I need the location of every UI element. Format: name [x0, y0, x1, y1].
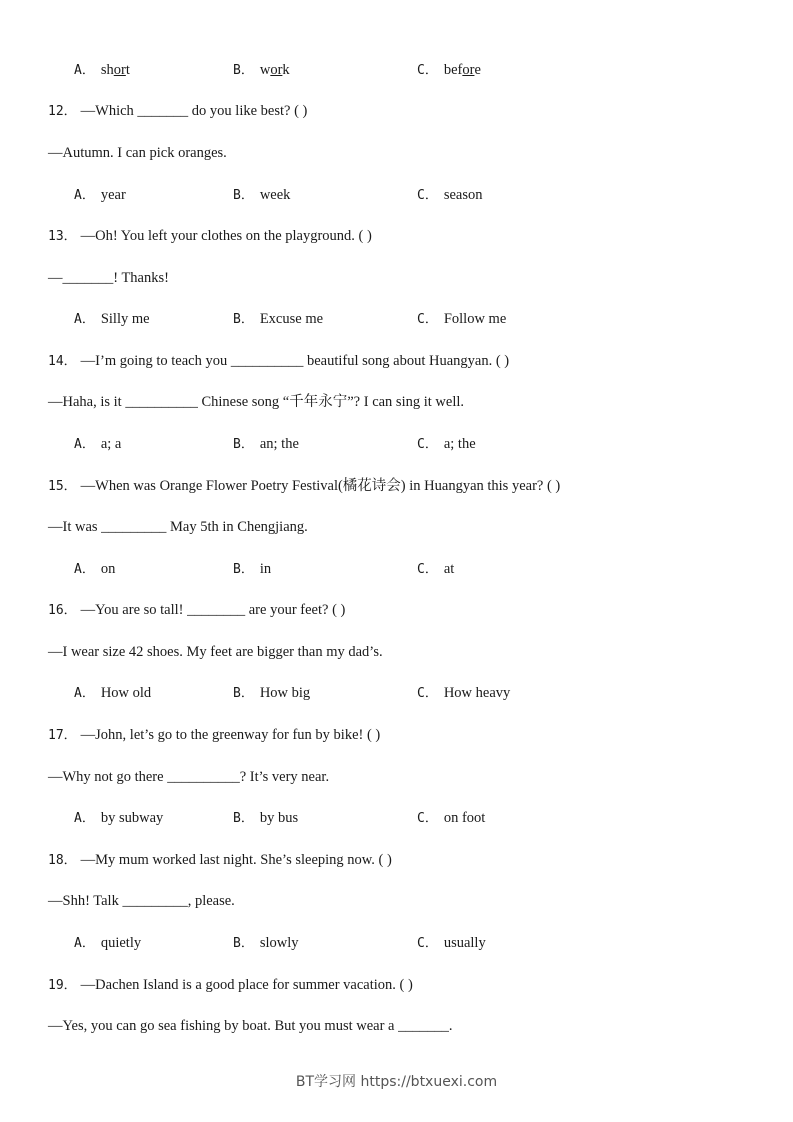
question-13-options [0, 310, 793, 328]
option-a: A． on [74, 561, 116, 577]
question-18: 18． —My mum worked last night. She’s sleeping now. ( ) [48, 852, 392, 868]
option-a: A． quietly [74, 935, 142, 951]
question-18-options [0, 934, 793, 952]
option-b: B． Excuse me [233, 311, 324, 327]
question-12-response: —Autumn. I can pick oranges. [48, 145, 227, 161]
question-13-response: —_______! Thanks! [48, 270, 169, 286]
question-12: 12． —Which _______ do you like best? ( ) [48, 103, 308, 119]
question-17-response: —Why not go there __________? It’s very near. [48, 769, 330, 785]
option-b: B． an; the [233, 436, 299, 452]
option-b: B． slowly [233, 935, 299, 951]
option-c: C． before [417, 62, 481, 78]
option-c: C． at [417, 561, 455, 577]
question-16-options [0, 684, 793, 702]
question-18-response: —Shh! Talk _________, please. [48, 893, 235, 909]
option-b: B． in [233, 561, 272, 577]
option-c: C． Follow me [417, 311, 507, 327]
q11-options [0, 61, 793, 79]
option-b: B． week [233, 187, 291, 203]
question-14-options [0, 435, 793, 453]
option-c: C． usually [417, 935, 486, 951]
question-19-response: —Yes, you can go sea fishing by boat. But you must wear a _______. [48, 1018, 453, 1034]
question-15-response: —It was _________ May 5th in Chengjiang. [48, 519, 308, 535]
option-c: C． on foot [417, 810, 486, 826]
question-15: 15． —When was Orange Flower Poetry Festival(橘花诗会) in Huangyan this year? ( ) [48, 478, 561, 494]
question-14-response: —Haha, is it __________ Chinese song “千年永宁”? I can sing it well. [48, 394, 465, 410]
option-a: A． Silly me [74, 311, 150, 327]
question-16: 16． —You are so tall! ________ are your feet? ( ) [48, 602, 346, 618]
option-a: A． a; a [74, 436, 122, 452]
footer-watermark: BT学习网 https://btxuexi.com [295, 1074, 498, 1090]
question-12-options [0, 186, 793, 204]
option-c: C． season [417, 187, 483, 203]
option-c: C． a; the [417, 436, 476, 452]
question-15-options [0, 560, 793, 578]
option-b: B． How big [233, 685, 311, 701]
option-a: A． short [74, 62, 130, 78]
option-c: C． How heavy [417, 685, 511, 701]
question-16-response: —I wear size 42 shoes. My feet are bigger than my dad’s. [48, 644, 383, 660]
question-17-options [0, 809, 793, 827]
option-b: B． work [233, 62, 290, 78]
question-13: 13． —Oh! You left your clothes on the playground. ( ) [48, 228, 372, 244]
question-14: 14． —I’m going to teach you __________ beautiful song about Huangyan. ( ) [48, 353, 510, 369]
question-19: 19． —Dachen Island is a good place for summer vacation. ( ) [48, 977, 413, 993]
option-a: A． year [74, 187, 126, 203]
option-a: A． by subway [74, 810, 164, 826]
question-17: 17． —John, let’s go to the greenway for fun by bike! ( ) [48, 727, 381, 743]
option-a: A． How old [74, 685, 152, 701]
option-b: B． by bus [233, 810, 299, 826]
